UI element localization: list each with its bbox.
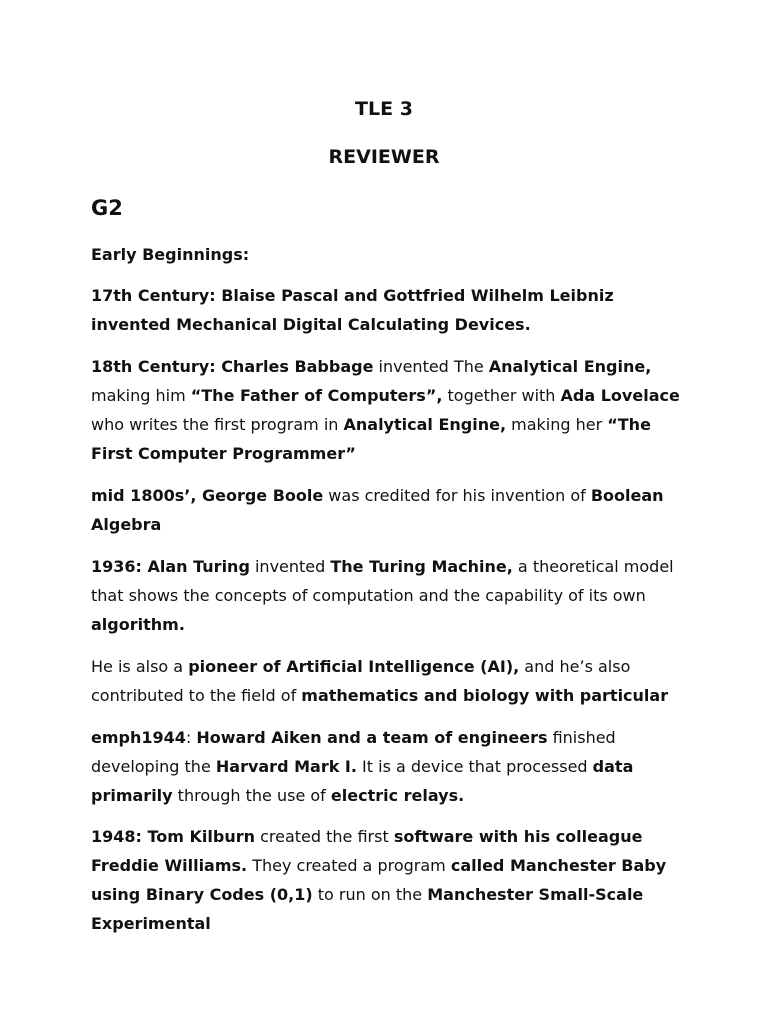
bold-text-run: algorithm. (91, 615, 185, 634)
text-run: invented (249, 557, 331, 576)
paragraph-turing-pioneer (91, 652, 691, 710)
bold-text-run: called Manchester Baby using Binary Codes (0,1) (91, 856, 667, 904)
text-run: : (185, 728, 197, 747)
paragraph-17th-century (91, 281, 691, 339)
bold-text-run: software with his colleague Freddie Williams. (91, 827, 643, 875)
paragraph-1944 (91, 723, 691, 810)
bold-text-run: data primarily (91, 757, 634, 805)
bold-text-run: mathematics and biology with particular (301, 686, 669, 705)
paragraph-early-beginnings (91, 240, 691, 269)
bold-text-run: Early Beginnings: (91, 245, 250, 264)
text-run: They created a program (247, 856, 451, 875)
bold-text-run: Analytical Engine, (343, 415, 507, 434)
bold-text-run: Boolean Algebra (91, 486, 664, 534)
text-run: together with (442, 386, 561, 405)
bold-text-run: “The First Computer Programmer” (91, 415, 651, 463)
bold-text-run: pioneer of Artificial Intelligence (AI), (188, 657, 520, 676)
paragraph-1936 (91, 552, 691, 639)
bold-text-run: Manchester Small-Scale Experimental (91, 885, 644, 933)
text-run: who writes the first program in (91, 415, 344, 434)
text-run: to run on the (312, 885, 428, 904)
bold-text-run: 1936: Alan Turing (91, 557, 250, 576)
paragraph-mid-1800s (91, 481, 691, 539)
bold-text-run: Analytical Engine, (488, 357, 652, 376)
bold-text-run: Harvard Mark I. (215, 757, 357, 776)
section-heading: G2 (91, 196, 123, 220)
text-run: created the first (255, 827, 394, 846)
text-run: It is a device that processed (356, 757, 593, 776)
text-run: through the use of (172, 786, 331, 805)
bold-text-run: 17th Century: Blaise Pascal and Gottfried Wilhelm Leibniz invented Mechanical Digital Calculating Devices. (91, 286, 614, 334)
paragraph-18th-century (91, 352, 691, 468)
text-run: invented The (373, 357, 489, 376)
bold-text-run: emph1944 (91, 728, 186, 747)
bold-text-run: Howard Aiken and a team of engineers (196, 728, 548, 747)
bold-text-run: 1948: Tom Kilburn (91, 827, 256, 846)
bold-text-run: 18th Century: Charles Babbage (91, 357, 374, 376)
bold-text-run: mid 1800s’, George Boole (91, 486, 324, 505)
text-run: He is also a (91, 657, 189, 676)
bold-text-run: “The Father of Computers”, (190, 386, 443, 405)
bold-text-run: The Turing Machine, (330, 557, 513, 576)
document-title: TLE 3 (355, 98, 413, 120)
bold-text-run: electric relays. (330, 786, 465, 805)
text-run: making her (506, 415, 608, 434)
text-run: was credited for his invention of (323, 486, 591, 505)
text-run: finished developing the (91, 728, 616, 776)
text-run: a theoretical model that shows the concepts of computation and the capability of its own (91, 557, 674, 605)
bold-text-run: Ada Lovelace (560, 386, 680, 405)
text-run: making him (91, 386, 191, 405)
paragraph-1948 (91, 822, 691, 938)
text-run: and he’s also contributed to the field of (91, 657, 631, 705)
document-subtitle: REVIEWER (328, 146, 440, 168)
